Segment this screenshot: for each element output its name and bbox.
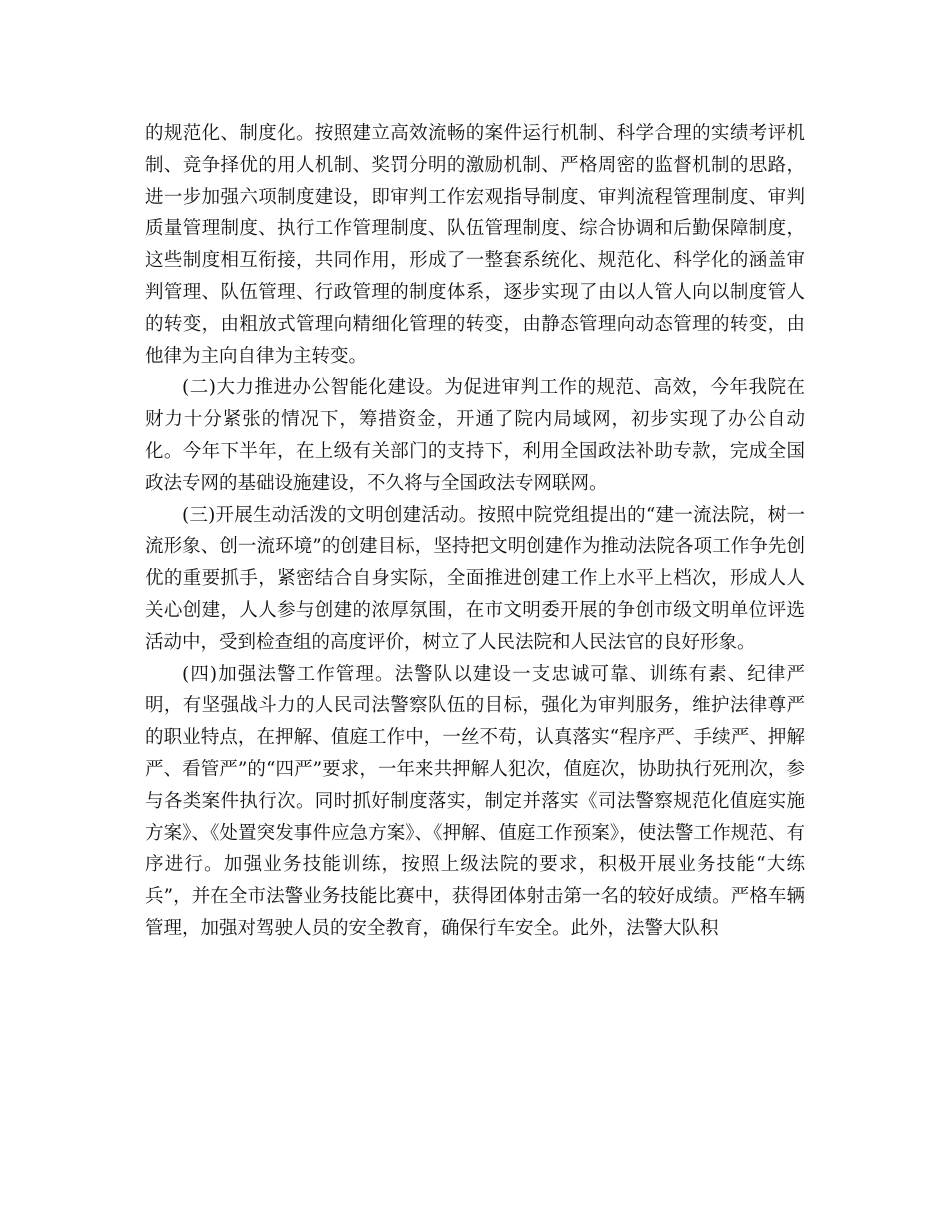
paragraph-4: (四)加强法警工作管理。法警队以建设一支忠诚可靠、训练有素、纪律严明，有坚强战斗力的人民司法警察队伍的目标，强化为审判服务，维护法律尊严的职业特点，在押解、值庭工作中，一丝不苟，认真落实“程序严、手续严、押解严、看管严”的“四严”要求，一年来共押解人犯次，值庭次，协助执行死刑次，参与各类案件执行次。同时抓好制度落实，制定并落实《司法警察规范化值庭实施方案》、《处置突发事件应急方案》、《押解、值庭工作预案》，使法警工作规范、有序进行。加强业务技能训练，按照上级法院的要求，积极开展业务技能“大练兵”，并在全市法警业务技能比赛中，获得团体射击第一名的较好成绩。严格车辆管理，加强对驾驶人员的安全教育，确保行车安全。此外，法警大队积 xyxy=(145,663,805,939)
paragraph-2: (二)大力推进办公智能化建设。为促进审判工作的规范、高效，今年我院在财力十分紧张的情况下，筹措资金，开通了院内局域网，初步实现了办公自动化。今年下半年，在上级有关部门的支持下，利用全国政法补助专款，完成全国政法专网的基础设施建设，不久将与全国政法专网联网。 xyxy=(145,377,805,494)
paragraph-1: 的规范化、制度化。按照建立高效流畅的案件运行机制、科学合理的实绩考评机制、竞争择优的用人机制、奖罚分明的激励机制、严格周密的监督机制的思路，进一步加强六项制度建设，即审判工作宏观指导制度、审判流程管理制度、审判质量管理制度、执行工作管理制度、队伍管理制度、综合协调和后勤保障制度，这些制度相互衔接，共同作用，形成了一整套系统化、规范化、科学化的涵盖审判管理、队伍管理、行政管理的制度体系，逐步实现了由以人管人向以制度管人的转变，由粗放式管理向精细化管理的转变，由静态管理向动态管理的转变，由他律为主向自律为主转变。 xyxy=(145,123,805,367)
paragraph-3: (三)开展生动活泼的文明创建活动。按照中院党组提出的“建一流法院，树一流形象、创一流环境”的创建目标，坚持把文明创建作为推动法院各项工作争先创优的重要抓手，紧密结合自身实际，全面推进创建工作上水平上档次，形成人人关心创建，人人参与创建的浓厚氛围，在市文明委开展的争创市级文明单位评选活动中，受到检查组的高度评价，树立了人民法院和人民法官的良好形象。 xyxy=(145,504,805,653)
document-page xyxy=(145,118,805,945)
